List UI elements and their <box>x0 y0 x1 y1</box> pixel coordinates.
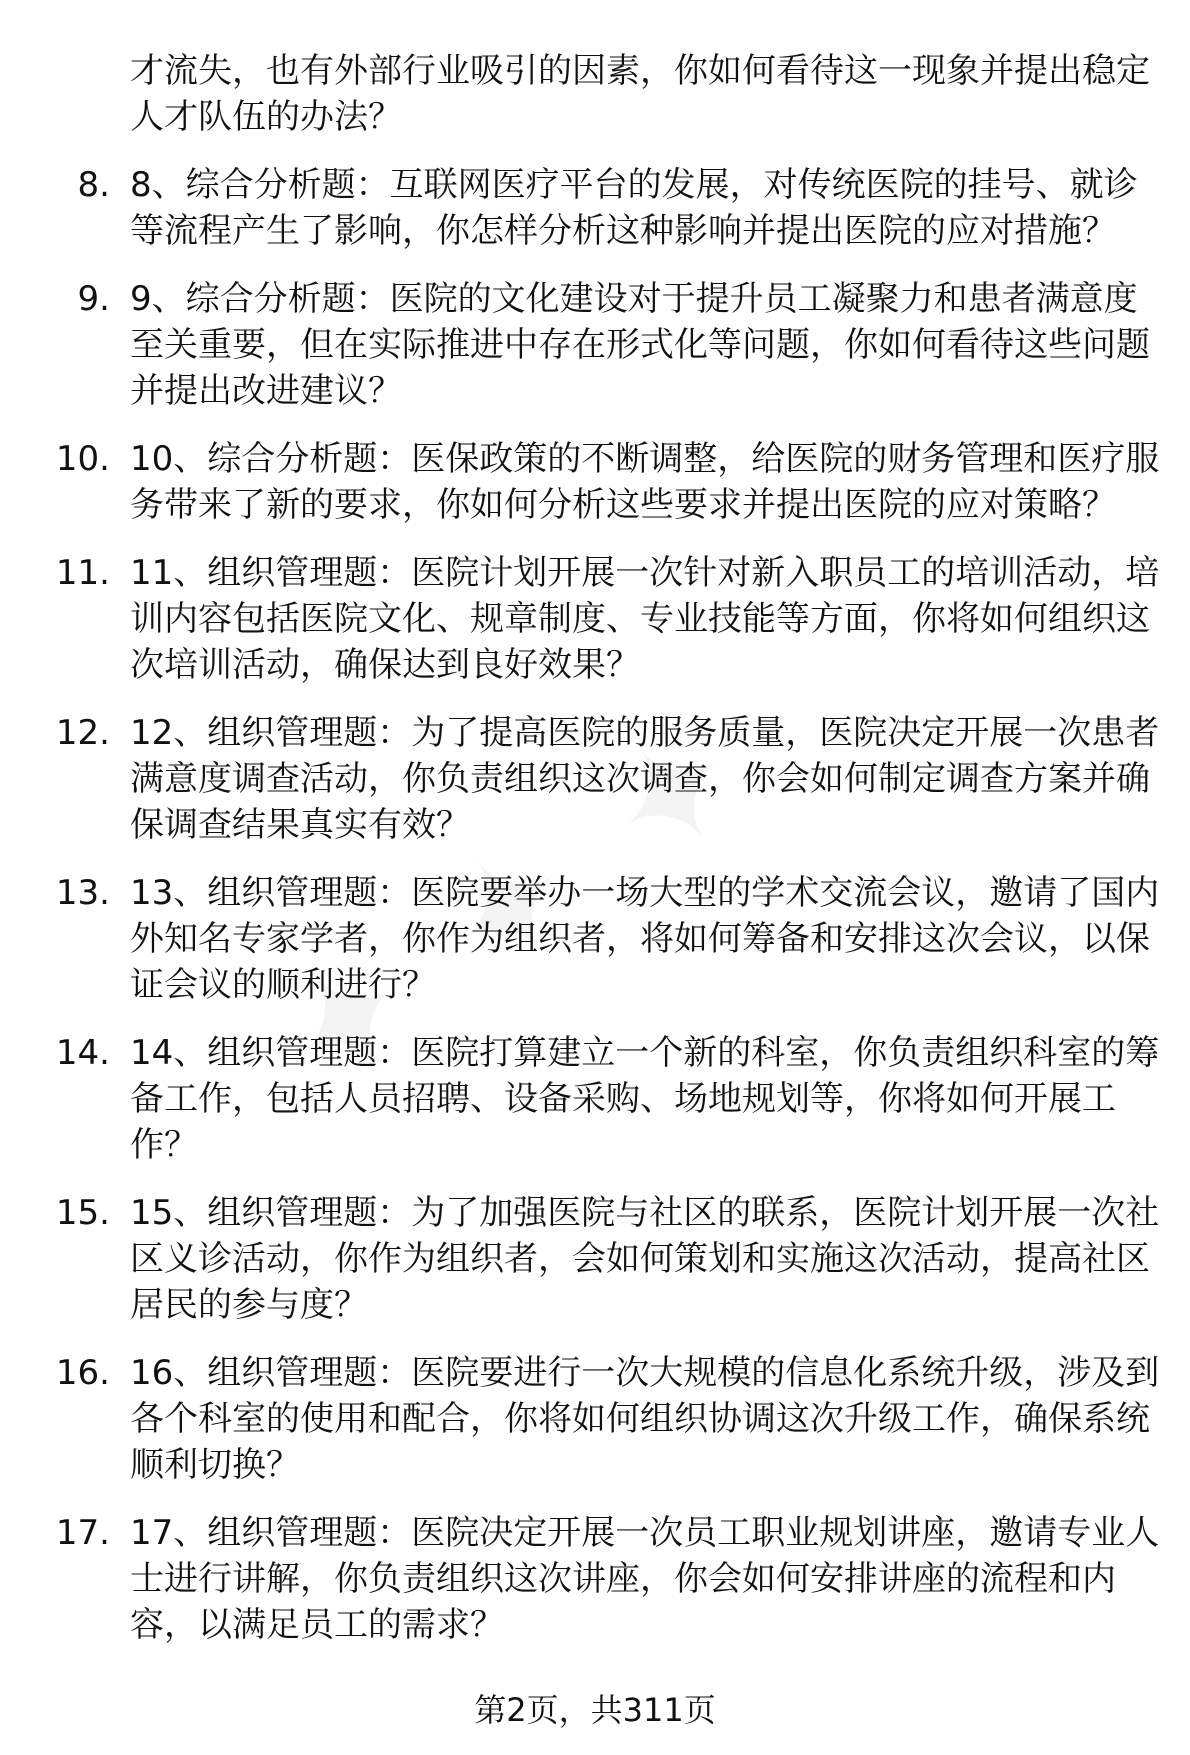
question-number: 12. <box>55 713 110 753</box>
question-text: 14、组织管理题：医院打算建立一个新的科室，你负责组织科室的筹备工作，包括人员招聘、设备采购、场地规划等，你将如何开展工作？ <box>130 1033 1160 1165</box>
question-text: 10、综合分析题：医保政策的不断调整，给医院的财务管理和医疗服务带来了新的要求，你如何分析这些要求并提出医院的应对策略？ <box>130 439 1160 525</box>
question-item <box>0 550 1170 688</box>
question-number: 8. <box>77 165 110 205</box>
question-text: 13、组织管理题：医院要举办一场大型的学术交流会议，邀请了国内外知名专家学者，你作为组织者，将如何筹备和安排这次会议，以保证会议的顺利进行？ <box>130 873 1160 1005</box>
question-text: 8、综合分析题：互联网医疗平台的发展，对传统医院的挂号、就诊等流程产生了影响，你怎样分析这种影响并提出医院的应对措施？ <box>130 165 1138 251</box>
question-number: 10. <box>55 439 110 479</box>
question-number: 15. <box>55 1193 110 1233</box>
question-number: 14. <box>55 1033 110 1073</box>
question-item <box>0 870 1170 1008</box>
question-text: 11、组织管理题：医院计划开展一次针对新入职员工的培训活动，培训内容包括医院文化、规章制度、专业技能等方面，你将如何组织这次培训活动，确保达到良好效果？ <box>130 553 1160 685</box>
question-number: 13. <box>55 873 110 913</box>
question-item <box>0 436 1170 528</box>
question-text: 9、综合分析题：医院的文化建设对于提升员工凝聚力和患者满意度至关重要，但在实际推进中存在形式化等问题，你如何看待这些问题并提出改进建议？ <box>130 279 1150 411</box>
question-text: 16、组织管理题：医院要进行一次大规模的信息化系统升级，涉及到各个科室的使用和配合，你将如何组织协调这次升级工作，确保系统顺利切换？ <box>130 1353 1160 1485</box>
question-text: 12、组织管理题：为了提高医院的服务质量，医院决定开展一次患者满意度调查活动，你负责组织这次调查，你会如何制定调查方案并确保调查结果真实有效？ <box>130 713 1160 845</box>
question-item <box>0 162 1170 254</box>
question-item <box>0 710 1170 848</box>
question-list <box>0 162 1190 1648</box>
page-footer: 第2页，共311页 <box>474 1691 716 1729</box>
question-item <box>0 1190 1170 1328</box>
question-item <box>0 1510 1170 1648</box>
question-item <box>0 1030 1170 1168</box>
question-number: 9. <box>77 279 110 319</box>
question-number: 16. <box>55 1353 110 1393</box>
question-number: 11. <box>55 553 110 593</box>
question-item <box>0 276 1170 414</box>
question-text: 15、组织管理题：为了加强医院与社区的联系，医院计划开展一次社区义诊活动，你作为组织者，会如何策划和实施这次活动，提高社区居民的参与度？ <box>130 1193 1160 1325</box>
document-body <box>0 48 1190 1648</box>
question-number: 17. <box>55 1513 110 1553</box>
continuation-text: 才流失，也有外部行业吸引的因素，你如何看待这一现象并提出稳定人才队伍的办法？ <box>130 51 1150 137</box>
question-item <box>0 1350 1170 1488</box>
question-text: 17、组织管理题：医院决定开展一次员工职业规划讲座，邀请专业人士进行讲解，你负责组织这次讲座，你会如何安排讲座的流程和内容，以满足员工的需求？ <box>130 1513 1160 1645</box>
